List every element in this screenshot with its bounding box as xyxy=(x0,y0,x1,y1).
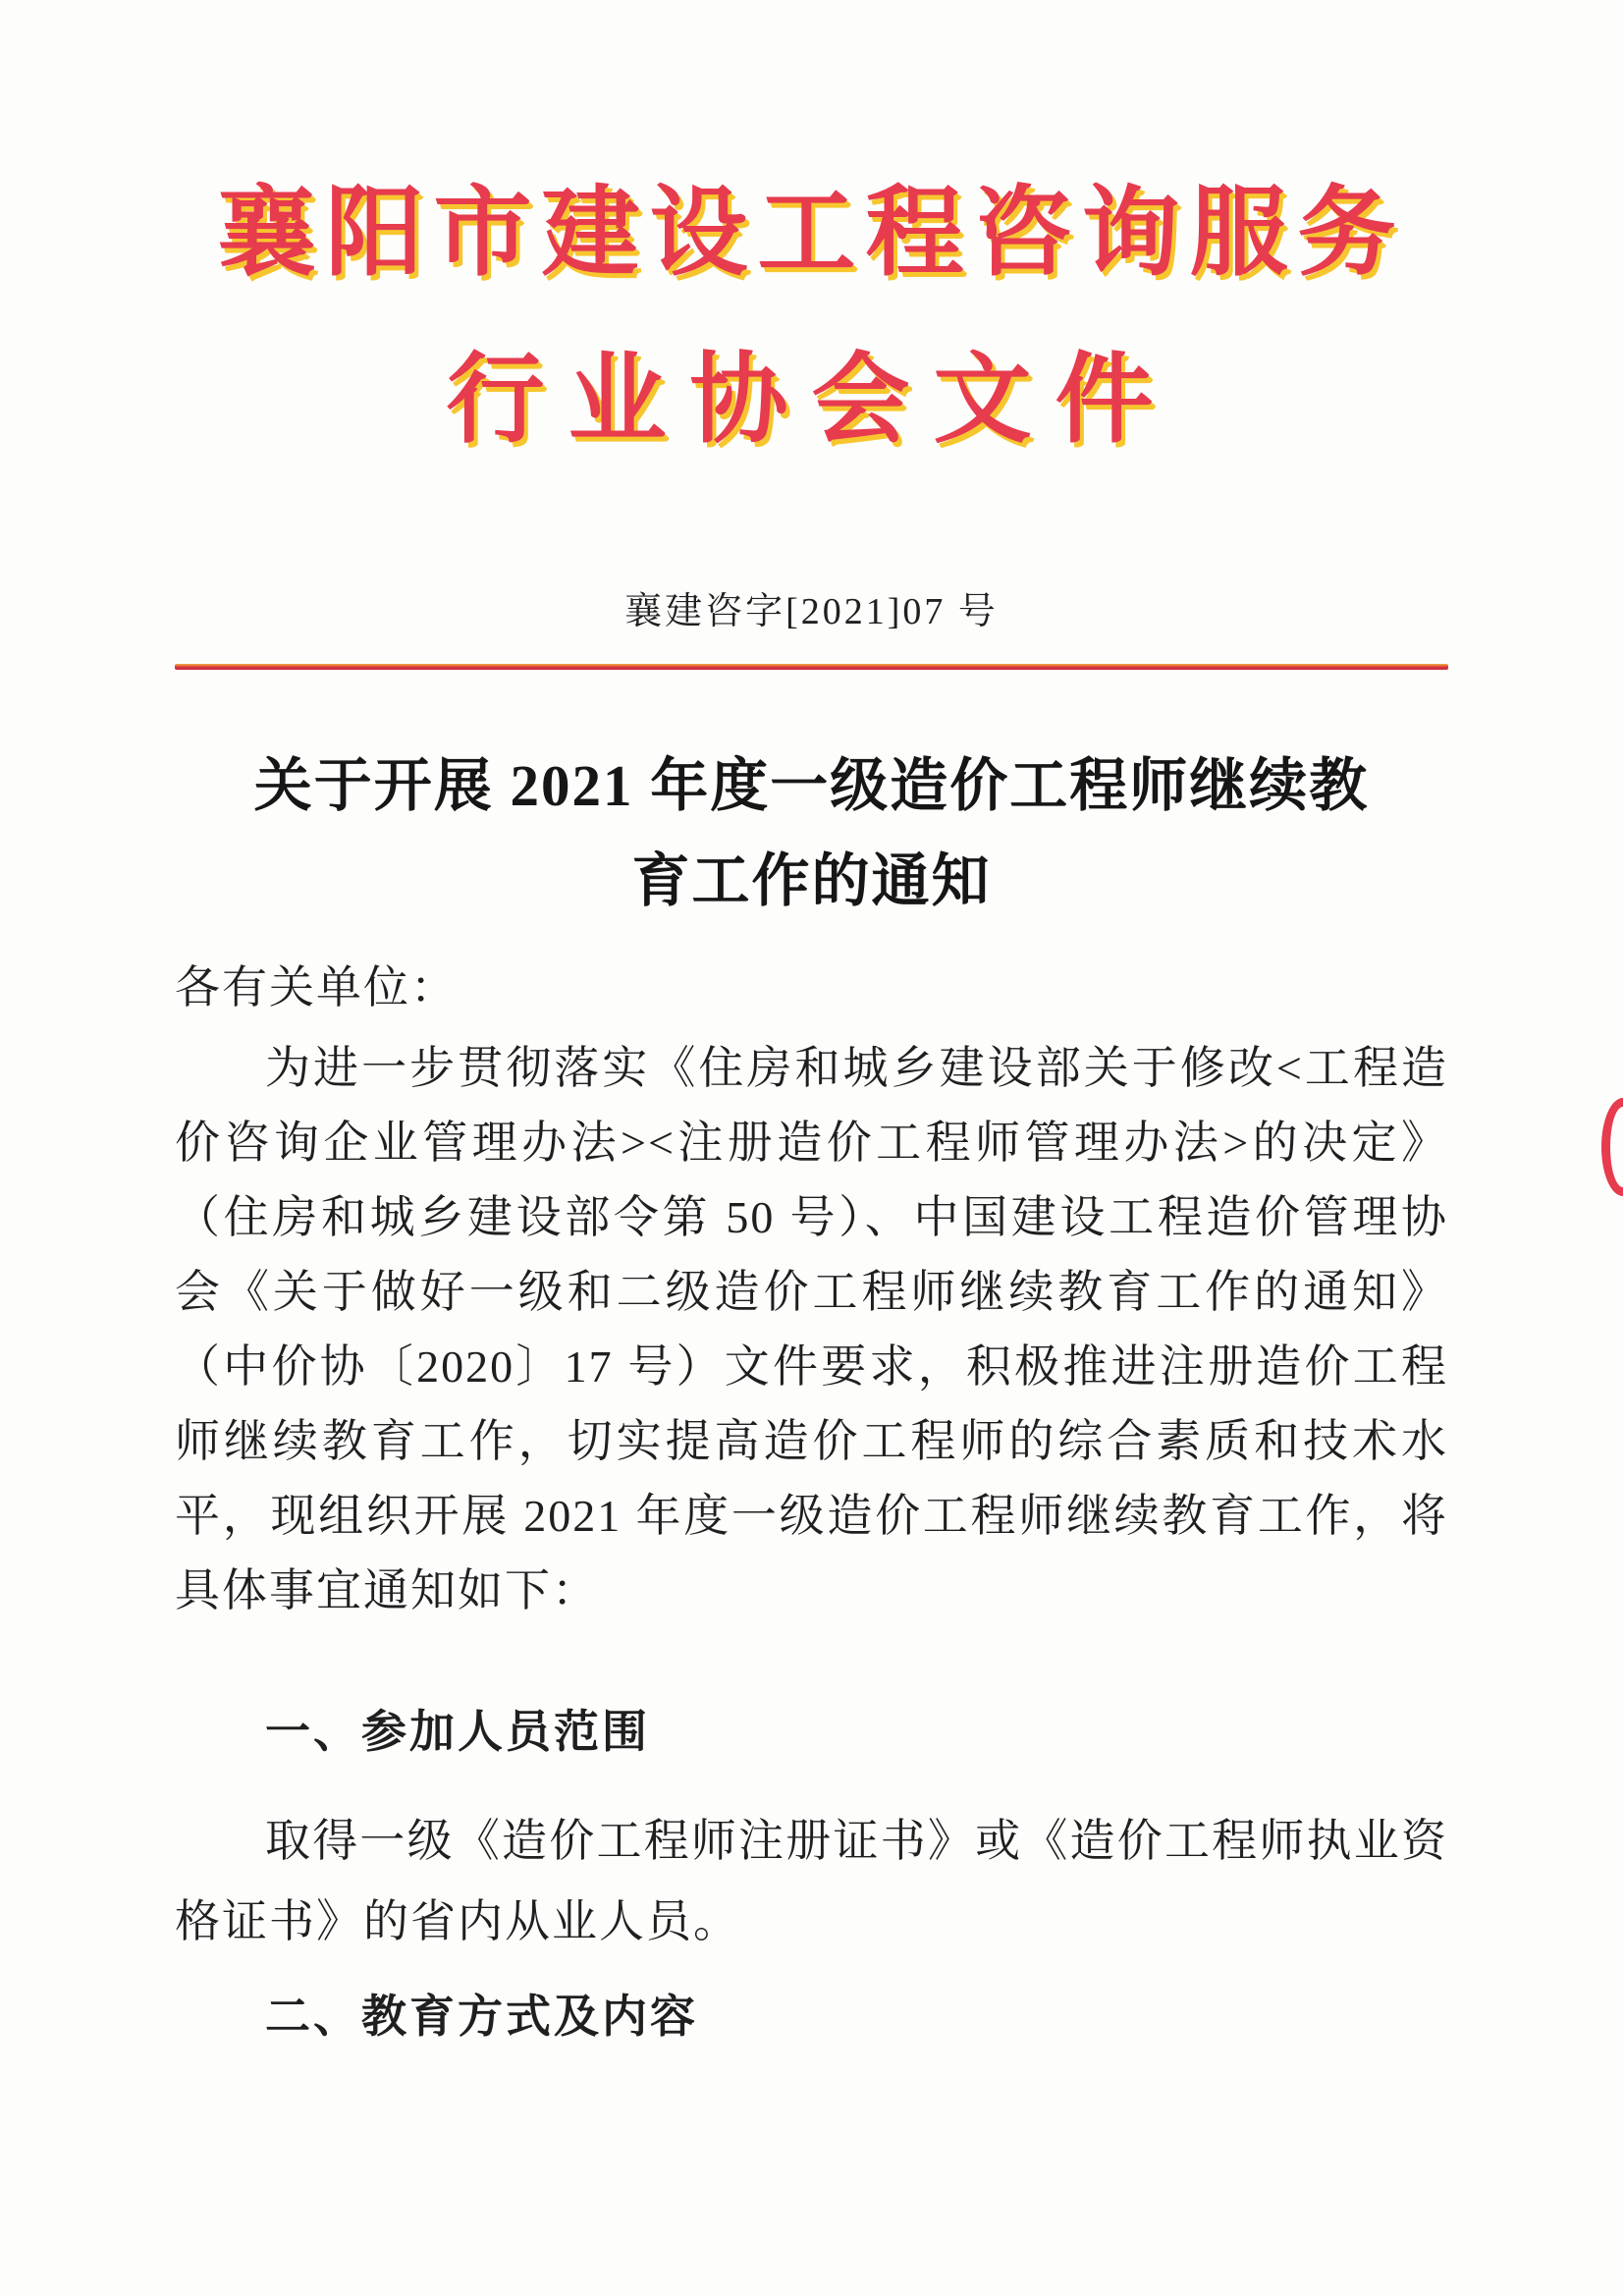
letterhead-title-line2: 行业协会文件 xyxy=(446,346,1177,455)
letterhead-title-line1: 襄阳市建设工程咨询服务 xyxy=(217,179,1406,288)
body-paragraph-1: 为进一步贯彻落实《住房和城乡建设部关于修改<工程造价咨询企业管理办法><注册造价工程师管理办法>的决定》（住房和城乡建设部令第 50 号）、中国建设工程造价管理协会《关于做好一级和二级造价工程师继续教育工作的通知》（中价协〔2020〕17 号）文件要求，积极推进注册造价工程师继续教育工作，切实提高造价工程师的综合素质和技术水平，现组织开展 2021 年度一级造价工程师继续教育工作，将具体事宜通知如下： xyxy=(175,1043,1448,1615)
document-number: 襄建咨字[2021]07 号 xyxy=(624,591,999,632)
section-1-heading: 一、参加人员范围 xyxy=(265,1707,650,1757)
section-1-paragraph: 取得一级《造价工程师注册证书》或《造价工程师执业资格证书》的省内从业人员。 xyxy=(175,1816,1448,1946)
document-title-line2: 育工作的通知 xyxy=(631,848,992,913)
document-title xyxy=(175,738,1448,929)
document-title-line1: 关于开展 2021 年度一级造价工程师继续教 xyxy=(253,753,1370,818)
letterhead-divider-rule xyxy=(175,664,1448,670)
document-content xyxy=(0,165,1623,2047)
salutation: 各有关单位： xyxy=(175,962,458,1012)
section-2-heading: 二、教育方式及内容 xyxy=(265,1992,698,2042)
